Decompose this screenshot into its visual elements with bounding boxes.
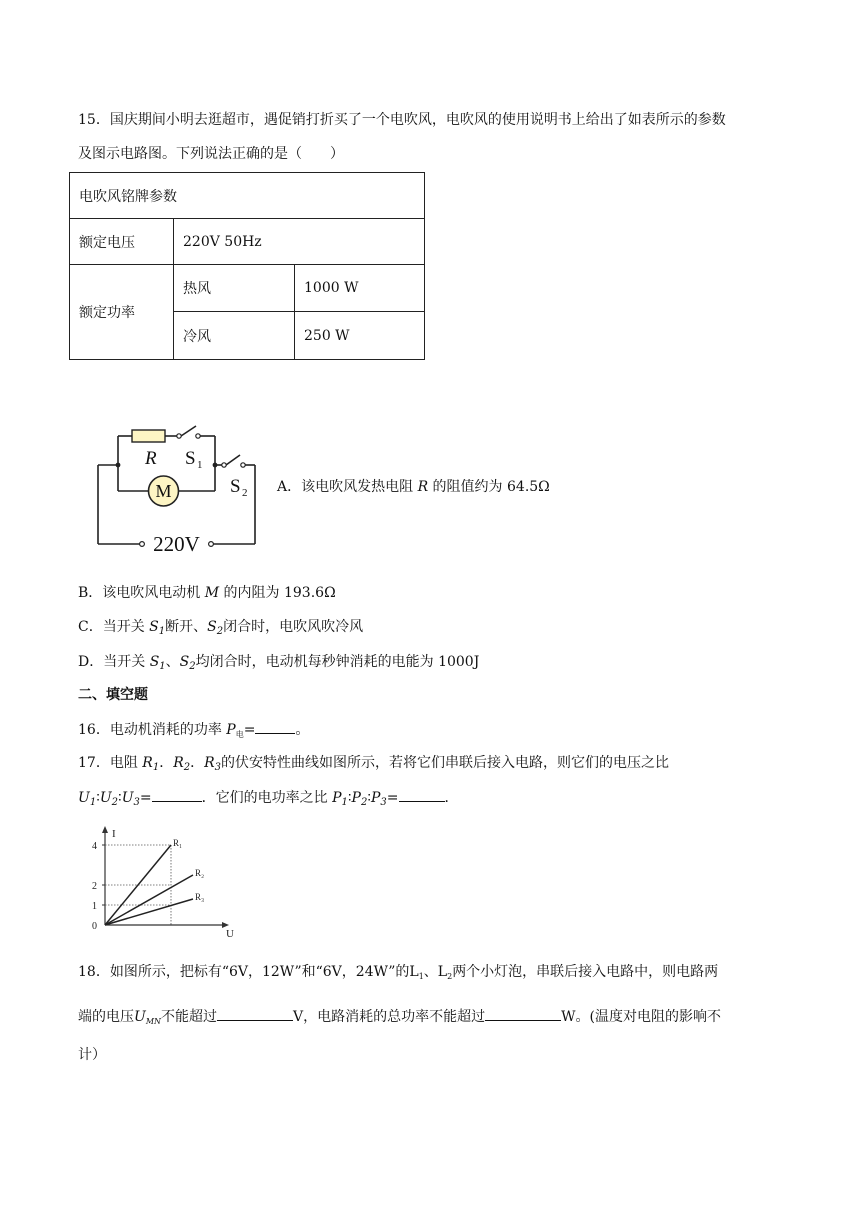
q18-text4: V，电路消耗的总功率不能超过	[293, 1009, 486, 1025]
option-c-text: C．当开关	[78, 619, 150, 635]
q17-line1	[78, 753, 669, 778]
terminal	[140, 542, 145, 547]
q16-var: P	[226, 722, 236, 738]
q15-stem-line1: 15．国庆期间小明去逛超市，遇促销打折买了一个电吹风，电吹风的使用说明书上给出了如表所示的参数	[78, 112, 726, 128]
q16-text: 16．电动机消耗的功率	[78, 722, 227, 738]
option-c-text-end: 闭合时，电吹风吹冷风	[223, 619, 364, 635]
q17-r2: R	[173, 755, 184, 771]
q18-text2: 端的电压	[78, 1009, 134, 1025]
q17-r3-sub: 3	[214, 762, 222, 773]
s1-subscript: 1	[197, 459, 203, 471]
q18-line1	[78, 962, 718, 987]
q18-sep: 、	[423, 964, 438, 980]
q17-sep2: ．	[190, 755, 205, 771]
switch-contact	[241, 463, 245, 467]
q17-p3: P	[370, 790, 381, 806]
cold-air-label: 冷风	[174, 312, 295, 360]
q16-eq: =	[243, 722, 256, 738]
spec-table-title: 电吹风铭牌参数	[70, 173, 425, 219]
q17-u3: U	[121, 790, 134, 806]
q17-colon: ∶	[96, 790, 100, 806]
q16-answer-blank[interactable]	[255, 719, 295, 734]
resistor-symbol	[132, 430, 165, 442]
q18-line2	[78, 1006, 721, 1032]
option-d-sub2: 2	[189, 661, 196, 672]
section-title: 二、填空题	[78, 687, 148, 703]
option-b-text: B．该电吹风电动机	[78, 585, 205, 601]
q18-text: 18．如图所示，把标有“6V，12W”和“6V，24W”的	[78, 964, 410, 980]
q17-eq: =	[139, 790, 152, 806]
q17-r1: R	[142, 755, 153, 771]
option-b	[78, 583, 336, 603]
q17-end: ．	[444, 790, 459, 806]
option-d-var: S	[149, 654, 160, 670]
option-d-mid: 、	[165, 654, 180, 670]
q17-u1: U	[78, 790, 90, 806]
q18-l1: L	[409, 964, 419, 980]
y-tick-label: 1	[92, 901, 97, 912]
q18-text5: W。(温度对电阻的影响不	[561, 1009, 721, 1025]
q16-sub: 电	[235, 730, 244, 739]
q17-p1: P	[332, 790, 342, 806]
circuit-diagram	[90, 420, 270, 560]
q18-text-end: 两个小灯泡，串联后接入电路中，则电路两	[452, 964, 719, 980]
q17-colon4: ∶	[367, 790, 371, 806]
q17-power-ratio-blank[interactable]	[399, 787, 445, 802]
terminal	[209, 542, 214, 547]
switch-contact	[222, 463, 226, 467]
s2-label: S	[230, 476, 241, 497]
hot-air-value: 1000 W	[295, 265, 425, 312]
series-line-2	[105, 875, 193, 925]
y-tick-label: 2	[92, 881, 97, 892]
q16-end: 。	[295, 722, 310, 738]
q18-text3: 不能超过	[161, 1009, 218, 1025]
y-axis-arrow-icon	[102, 826, 108, 833]
switch-contact	[196, 434, 200, 438]
q16	[78, 719, 309, 745]
option-c-mid: 断开、	[165, 619, 208, 635]
option-d-sub: 1	[159, 661, 166, 672]
q17-colon3: ∶	[347, 790, 352, 806]
q18-u: U	[134, 1009, 146, 1025]
q17-line2	[78, 787, 459, 813]
origin-label: 0	[92, 921, 97, 932]
q17-p1-sub: 1	[341, 797, 348, 808]
q17-p2-sub: 2	[360, 797, 368, 808]
q17-r3: R	[204, 755, 215, 771]
option-a-var: R	[417, 479, 429, 495]
option-a	[277, 477, 550, 497]
iu-characteristic-graph	[88, 822, 238, 940]
junction-dot	[116, 463, 121, 468]
x-axis-label: U	[226, 928, 234, 940]
q18-l2-sub: 2	[447, 972, 453, 981]
option-a-text-end: 的阻值约为 64.5Ω	[428, 479, 550, 495]
option-c-var2: S	[207, 619, 217, 635]
q17-sep: ．	[159, 755, 174, 771]
q18-power-blank[interactable]	[485, 1006, 561, 1021]
option-c	[78, 617, 363, 642]
q17-u2-sub: 2	[111, 797, 119, 808]
s1-label: S	[185, 448, 196, 469]
rated-power-label: 额定功率	[70, 265, 174, 360]
resistor-label: R	[145, 448, 157, 469]
series-label-1: R₁	[173, 838, 183, 848]
option-d-text-end: 均闭合时，电动机每秒钟消耗的电能为 1000J	[195, 654, 480, 670]
q18-l1-sub: 1	[418, 972, 424, 981]
option-b-var: M	[204, 585, 220, 601]
q17-mid-text: ．它们的电功率之比	[201, 790, 333, 806]
q15-stem-line2: 及图示电路图。下列说法正确的是（ ）	[78, 146, 344, 162]
rated-voltage-label: 额定电压	[70, 219, 174, 265]
option-d-var2: S	[179, 654, 190, 670]
q17-p2: P	[351, 790, 361, 806]
q17-r1-sub: 1	[152, 762, 160, 773]
rated-voltage-value: 220V 50Hz	[174, 219, 425, 265]
spec-table	[69, 172, 425, 360]
q17-colon2: ∶	[118, 790, 122, 806]
option-d-text: D．当开关	[78, 654, 150, 670]
junction-dot	[213, 463, 218, 468]
series-label-2: R₂	[195, 868, 205, 878]
motor-label: M	[155, 481, 172, 501]
option-c-sub: 1	[158, 626, 166, 637]
q17-u1-sub: 1	[89, 797, 97, 808]
q17-text: 17．电阻	[78, 755, 143, 771]
option-a-text: A．该电吹风发热电阻	[277, 479, 418, 495]
q17-text-end: 的伏安特性曲线如图所示，若将它们串联后接入电路，则它们的电压之比	[221, 755, 670, 771]
q18-u-sub: MN	[145, 1017, 162, 1026]
hot-air-label: 热风	[174, 265, 295, 312]
cold-air-value: 250 W	[295, 312, 425, 360]
switch-contact	[177, 434, 181, 438]
q17-u3-sub: 3	[133, 797, 140, 808]
series-label-3: R₃	[195, 892, 205, 902]
q18-voltage-blank[interactable]	[217, 1006, 293, 1021]
source-label: 220V	[153, 532, 200, 556]
series-line-3	[105, 899, 193, 925]
y-tick-label: 4	[92, 841, 97, 852]
q18-line3: 计）	[78, 1047, 106, 1063]
q17-voltage-ratio-blank[interactable]	[152, 787, 202, 802]
q17-u2: U	[99, 790, 112, 806]
q17-p3-sub: 3	[380, 797, 387, 808]
option-d	[78, 652, 479, 677]
q17-eq2: =	[386, 790, 399, 806]
option-c-sub2: 2	[216, 626, 224, 637]
option-b-text-end: 的内阻为 193.6Ω	[219, 585, 336, 601]
q18-l2: L	[437, 964, 448, 980]
y-axis-label: I	[112, 828, 116, 840]
option-c-var: S	[149, 619, 159, 635]
q17-r2-sub: 2	[183, 762, 191, 773]
s2-subscript: 2	[242, 487, 248, 499]
